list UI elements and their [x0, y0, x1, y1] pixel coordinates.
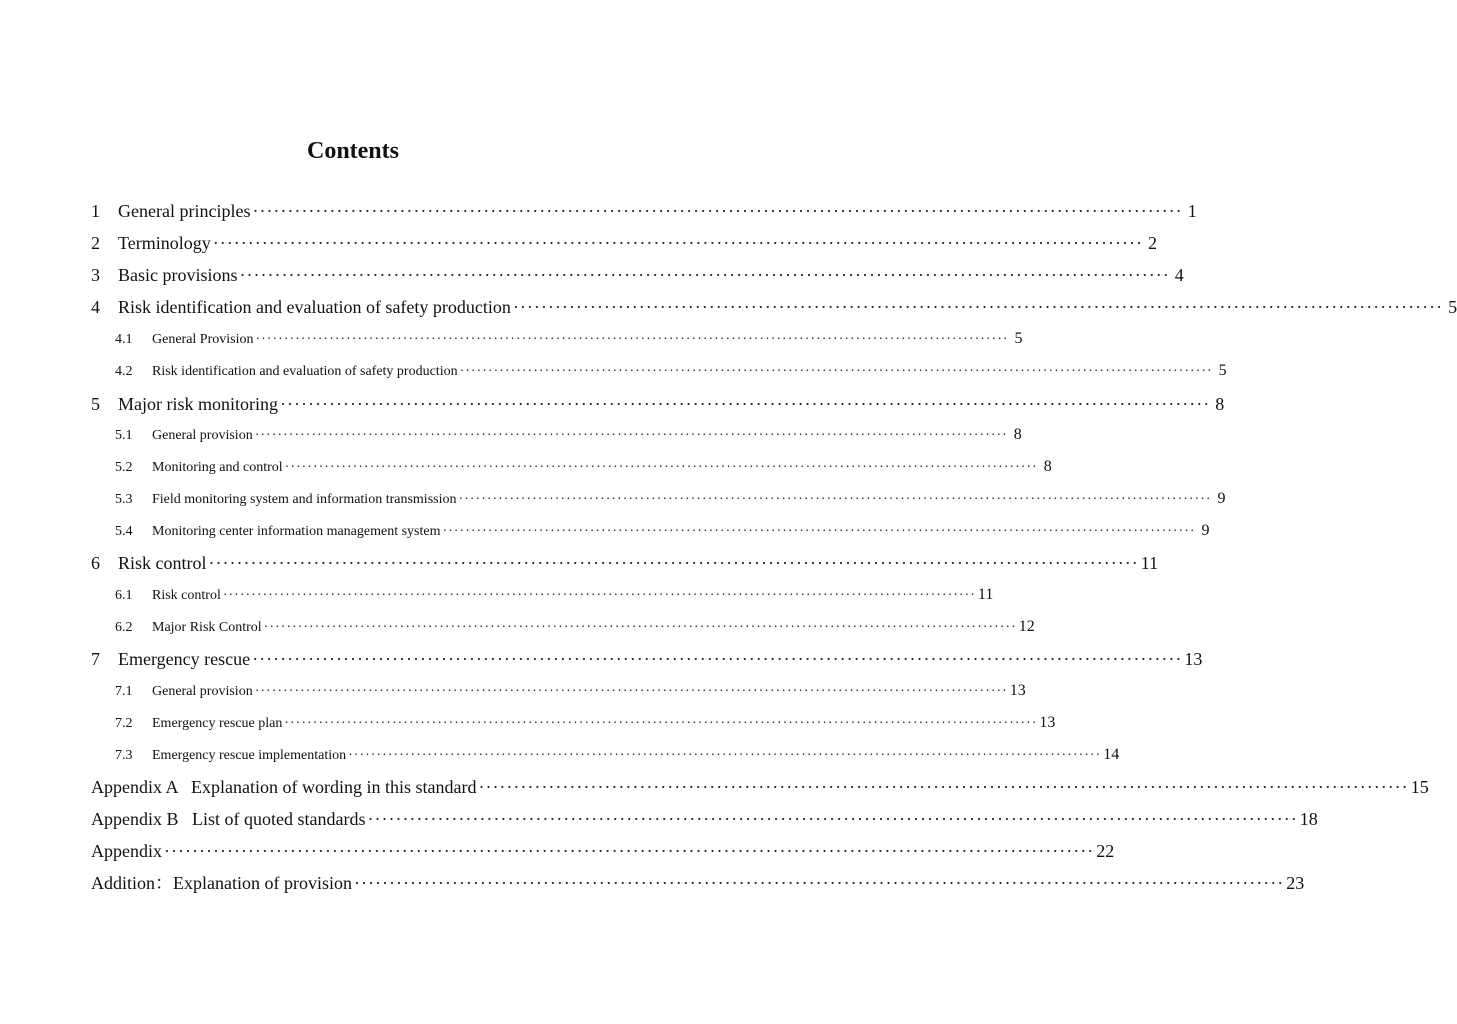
dot-leader — [285, 459, 1038, 477]
toc-entry-number: 7.3 — [115, 748, 133, 763]
dot-leader — [348, 747, 1101, 765]
toc-entry-number: 7.1 — [115, 684, 133, 699]
toc-entry-page: 13 — [1009, 682, 1026, 699]
dot-leader — [442, 523, 1195, 541]
toc-entry-7-3 — [91, 746, 1120, 765]
toc-entry-page: 11 — [977, 586, 994, 603]
toc-entry-5-4 — [91, 522, 1210, 541]
toc-entry-number: 7 — [91, 649, 100, 669]
dot-leader — [223, 587, 976, 605]
toc-entry-page: 4 — [1174, 265, 1184, 285]
toc-entry-6-1 — [91, 586, 994, 605]
toc-entry-number: 6.2 — [115, 620, 133, 635]
toc-entry-5 — [91, 393, 1225, 415]
toc-entry-label: Terminology — [118, 233, 211, 253]
toc-entry-number: 4.1 — [115, 332, 133, 347]
dot-leader — [209, 552, 1139, 574]
toc-entry-5-3 — [91, 490, 1226, 509]
dot-leader — [164, 840, 1094, 862]
dot-leader — [458, 491, 1211, 509]
dot-leader — [513, 296, 1443, 318]
toc-entry-number: 5.3 — [115, 492, 133, 507]
toc-entry-addition — [91, 872, 1305, 894]
toc-entry-page: 22 — [1096, 841, 1115, 861]
toc-entry-page: 5 — [1014, 330, 1023, 347]
dot-leader — [367, 808, 1297, 830]
dot-leader — [213, 232, 1143, 254]
dot-leader — [255, 427, 1008, 445]
dot-leader — [252, 648, 1182, 670]
dot-leader — [284, 715, 1037, 733]
dot-leader — [255, 683, 1008, 701]
toc-entry-4 — [91, 296, 1457, 318]
toc-entry-page: 2 — [1147, 233, 1157, 253]
toc-entry-page: 5 — [1448, 297, 1457, 317]
toc-entry-appendix-b — [91, 808, 1318, 830]
toc-entry-number: 6 — [91, 553, 100, 573]
toc-entry-page: 8 — [1013, 426, 1022, 443]
toc-entry-label: Risk identification and evaluation of safety production — [118, 297, 511, 317]
toc-entry-label: Emergency rescue plan — [152, 716, 283, 731]
dot-leader — [460, 363, 1213, 381]
toc-entry-label: Emergency rescue — [118, 649, 251, 669]
toc-entry-7-2 — [91, 714, 1056, 733]
toc-entry-number: 4.2 — [115, 364, 133, 379]
toc-entry-6-2 — [91, 618, 1035, 637]
dot-leader — [252, 200, 1182, 222]
toc-entry-5-1 — [91, 426, 1022, 445]
toc-entry-number: 2 — [91, 233, 100, 253]
toc-entry-number: 3 — [91, 265, 100, 285]
toc-entry-page: 23 — [1286, 873, 1305, 893]
toc-entry-page: 14 — [1103, 746, 1120, 763]
toc-entry-appendix — [91, 840, 1115, 862]
toc-entry-label: Appendix A Explanation of wording in this standard — [91, 777, 477, 797]
toc-entry-number: 5.4 — [115, 524, 133, 539]
dot-leader — [478, 776, 1408, 798]
toc-entry-number: 6.1 — [115, 588, 133, 603]
toc-entry-label: Major risk monitoring — [118, 394, 278, 414]
toc-entry-label: Major Risk Control — [152, 620, 262, 635]
toc-entry-page: 9 — [1201, 522, 1210, 539]
toc-entry-number: 4 — [91, 297, 100, 317]
dot-leader — [280, 393, 1210, 415]
toc-entry-label: Monitoring center information management system — [152, 524, 441, 539]
toc-entry-label: Risk control — [152, 588, 221, 603]
dot-leader — [255, 331, 1008, 349]
toc-entry-label: Addition：Explanation of provision — [91, 873, 352, 893]
toc-entry-4-1 — [91, 330, 1023, 349]
toc-entry-7-1 — [91, 682, 1026, 701]
dot-leader — [240, 264, 1170, 286]
toc-entry-page: 8 — [1215, 394, 1225, 414]
toc-entry-3 — [91, 264, 1184, 286]
toc-entry-page: 11 — [1140, 553, 1159, 573]
toc-entry-label: Emergency rescue implementation — [152, 748, 347, 763]
toc-entry-label: Risk identification and evaluation of safety production — [152, 364, 458, 379]
toc-entry-label: General provision — [152, 684, 253, 699]
toc-entry-number: 5.2 — [115, 460, 133, 475]
toc-entry-label: General Provision — [152, 332, 254, 347]
toc-entry-page: 13 — [1184, 649, 1203, 669]
toc-entry-number: 5.1 — [115, 428, 133, 443]
toc-entry-1 — [91, 200, 1197, 222]
toc-entry-page: 5 — [1218, 362, 1227, 379]
toc-entry-page: 12 — [1018, 618, 1035, 635]
toc-entry-2 — [91, 232, 1157, 254]
toc-entry-page: 8 — [1043, 458, 1052, 475]
toc-entry-5-2 — [91, 458, 1052, 477]
toc-entry-label: Field monitoring system and information transmission — [152, 492, 457, 507]
toc-entry-label: Basic provisions — [118, 265, 238, 285]
page-title: Contents — [306, 138, 399, 164]
toc-entry-number: 5 — [91, 394, 100, 414]
toc-entry-4-2 — [91, 362, 1227, 381]
toc-entry-label: Appendix B List of quoted standards — [91, 809, 366, 829]
toc-entry-label: Appendix — [91, 841, 162, 861]
toc-entry-appendix-a — [91, 776, 1429, 798]
toc-entry-7 — [91, 648, 1203, 670]
toc-entry-page: 9 — [1217, 490, 1226, 507]
toc-entry-page: 15 — [1410, 777, 1429, 797]
toc-entry-page: 13 — [1039, 714, 1056, 731]
toc-entry-label: Monitoring and control — [152, 460, 283, 475]
dot-leader — [264, 619, 1017, 637]
toc-entry-page: 1 — [1187, 201, 1197, 221]
toc-entry-number: 1 — [91, 201, 100, 221]
toc-entry-label: General principles — [118, 201, 251, 221]
toc-entry-6 — [91, 552, 1159, 574]
toc-entry-label: Risk control — [118, 553, 207, 573]
toc-entry-page: 18 — [1299, 809, 1318, 829]
toc-entry-label: General provision — [152, 428, 253, 443]
toc-entry-number: 7.2 — [115, 716, 133, 731]
dot-leader — [354, 872, 1284, 894]
